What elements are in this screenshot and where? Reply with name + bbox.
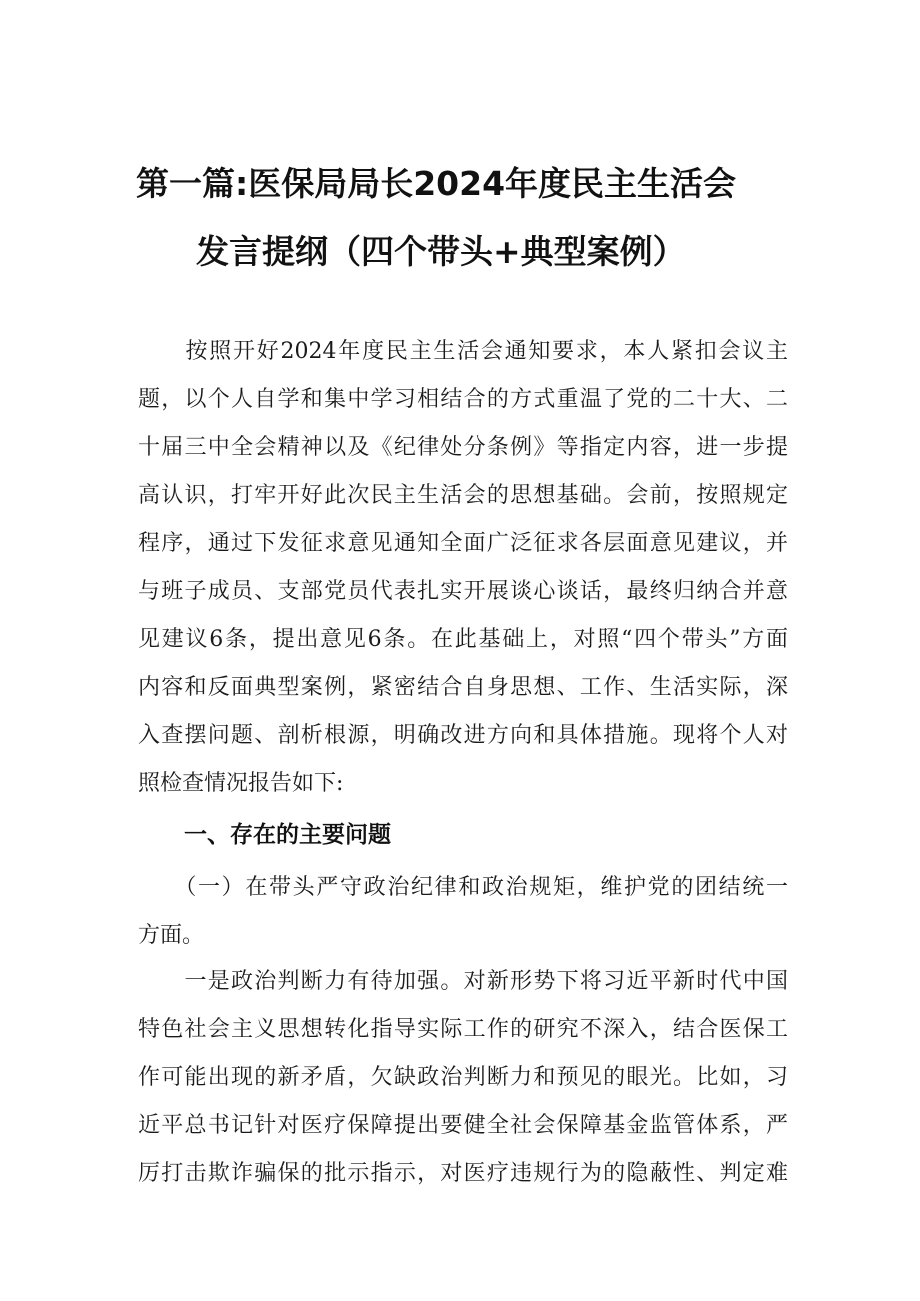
intro-line: 照检查情况报告如下: xyxy=(138,771,344,796)
subsection-line: （一）在带头严守政治纪律和政治规矩，维护党的团结统一 xyxy=(138,875,788,900)
intro-line: 见建议6条，提出意见6条。在此基础上，对照“四个带头”方面 xyxy=(138,627,788,652)
point-line: 一是政治判断力有待加强。对新形势下将习近平新时代中国 xyxy=(138,969,788,994)
subsection-paragraph xyxy=(138,864,788,960)
intro-line: 内容和反面典型案例，紧密结合自身思想、工作、生活实际，深 xyxy=(138,675,788,700)
intro-paragraph xyxy=(138,328,788,808)
point-paragraph xyxy=(138,958,788,1198)
intro-line: 题，以个人自学和集中学习相结合的方式重温了党的二十大、二 xyxy=(138,387,788,412)
subsection-line: 方面。 xyxy=(138,923,205,948)
intro-line: 与班子成员、支部党员代表扎实开展谈心谈话，最终归纳合并意 xyxy=(138,579,788,604)
document-title-line-1: 第一篇:医保局局长2024年度民主生活会 xyxy=(136,164,737,203)
point-line: 特色社会主义思想转化指导实际工作的研究不深入，结合医保工 xyxy=(138,1017,788,1042)
intro-line: 十届三中全会精神以及《纪律处分条例》等指定内容，进一步提 xyxy=(138,435,788,460)
intro-line: 入查摆问题、剖析根源，明确改进方向和具体措施。现将个人对 xyxy=(138,723,788,748)
intro-line: 程序，通过下发征求意见通知全面广泛征求各层面意见建议，并 xyxy=(138,531,788,556)
section-heading: 一、存在的主要问题 xyxy=(184,822,391,848)
document-title-line-2: 发言提纲（四个带头+典型案例） xyxy=(196,232,686,271)
intro-line: 按照开好2024年度民主生活会通知要求，本人紧扣会议主 xyxy=(138,339,788,364)
point-line: 近平总书记针对医疗保障提出要健全社会保障基金监管体系，严 xyxy=(138,1113,788,1138)
point-line: 作可能出现的新矛盾，欠缺政治判断力和预见的眼光。比如，习 xyxy=(138,1065,788,1090)
point-line: 厉打击欺诈骗保的批示指示，对医疗违规行为的隐蔽性、判定难 xyxy=(138,1161,788,1186)
intro-line: 高认识，打牢开好此次民主生活会的思想基础。会前，按照规定 xyxy=(138,483,788,508)
